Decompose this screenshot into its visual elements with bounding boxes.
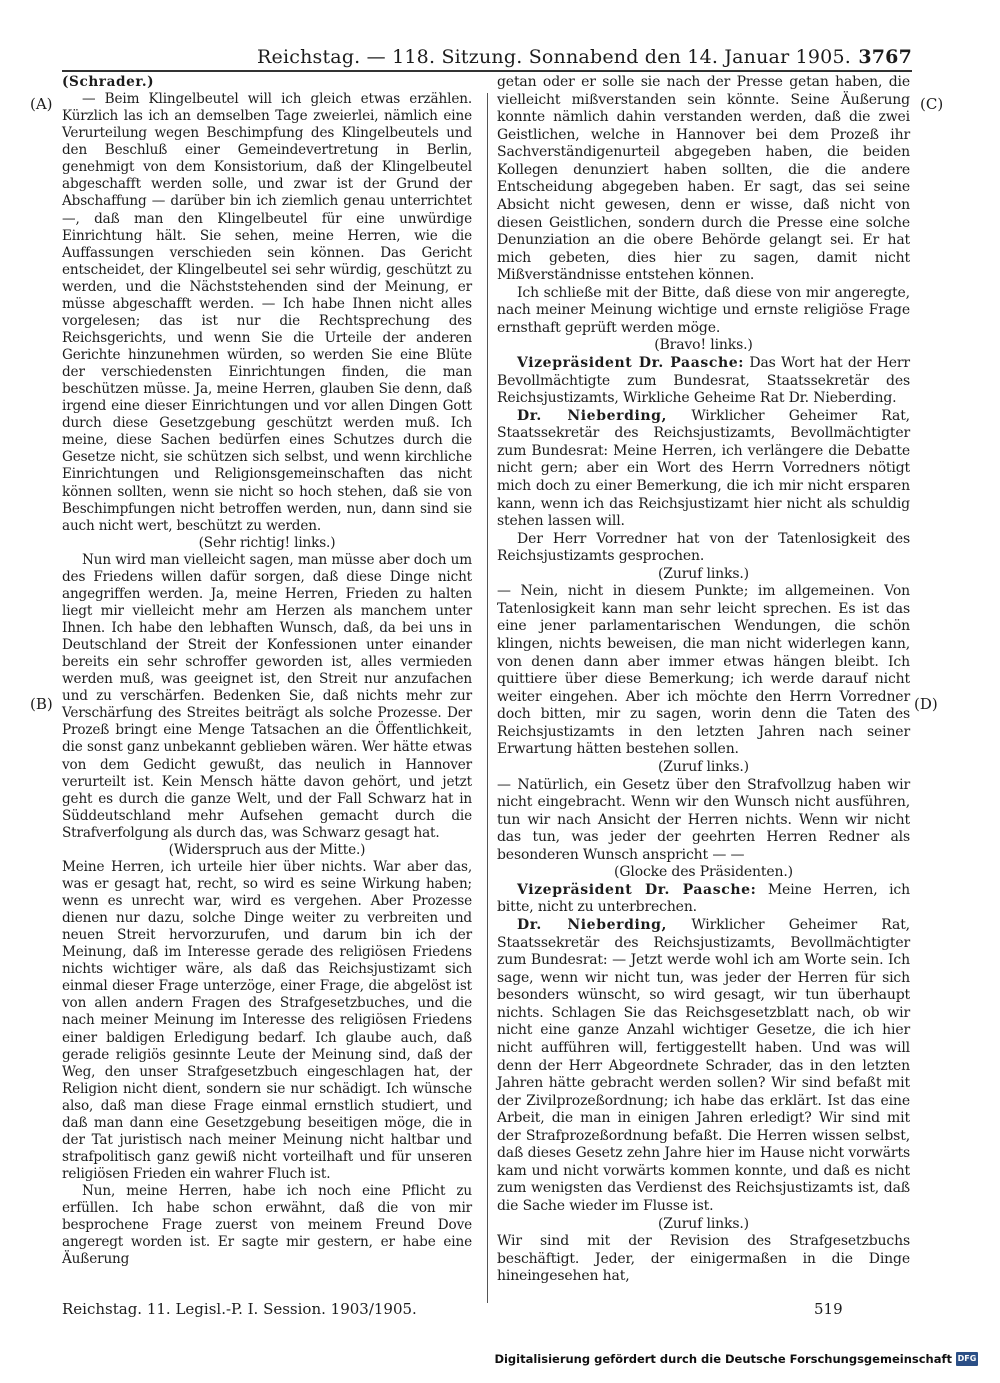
speaker-name: (Schrader.): [62, 74, 155, 90]
column-divider: [487, 93, 488, 1303]
header-title: Reichstag. — 118. Sitzung. Sonnabend den 14. Januar 1905.: [257, 46, 851, 68]
page-number: 3767: [858, 46, 912, 68]
speech-paragraph: [497, 355, 910, 408]
interjection: (Zuruf links.): [658, 565, 749, 582]
funding-text: Digitalisierung gefördert durch die Deutsche Forschungsgemeinschaft: [494, 1352, 952, 1366]
interjection: (Widerspruch aus der Mitte.): [168, 841, 366, 858]
speaker-name: Dr. Nieberding,: [517, 917, 668, 933]
interjection: (Zuruf links.): [658, 1215, 749, 1232]
dfg-logo-icon: DFG: [956, 1352, 978, 1366]
paragraph-text: Wirklicher Geheimer Rat, Staatssekretär des Reichsjustizamts, Bevollmächtigter zum Bundesrat: Meine Herren, ich verlängere die Debatte nicht gern; aber ein Wort des Herrn Vorredners nötigt mich doch zu einer Bemerkung, die ich mir nicht ersparen kann, wenn ich das Reichsjustizamt hier nicht als schuldig stehen lassen will.: [497, 407, 910, 530]
right-column: [497, 74, 910, 1286]
interjection: (Zuruf links.): [658, 758, 749, 775]
margin-mark-a: (A): [30, 95, 53, 113]
paragraph: getan oder er solle sie nach der Presse getan haben, die vielleicht mißverstanden sein könnte. Seine Äußerung konnte nämlich dahin verstanden werden, daß die zwei Geistlichen, welche in Hannover bei dem Prozeß ihr Sachverständigenurteil abgegeben haben, die beiden Kollegen denunziert haben sollten, die die andere Entscheidung abgegeben haben. Er sagt, das sei seine Absicht nicht gewesen, denn er wisse, daß nicht von diesen Geistlichen, sondern durch die Presse eine solche Denunziation an die obere Behörde gelangt sei. Er hat mich gebeten, dies hier zu sagen, damit nicht Mißverständnisse entstehen können.: [497, 74, 910, 284]
legislature-info: Reichstag. 11. Legisl.-P. I. Session. 1903/1905.: [62, 1300, 417, 1318]
left-column: [62, 74, 472, 1268]
paragraph-text: Wirklicher Geheimer Rat, Staatssekretär des Reichsjustizamts, Bevollmächtigter zum Bundesrat: — Jetzt werde wohl ich am Worte sein. Ich sage, wenn wir nicht tun, was jeder der Herren für sich besonders wünscht, so wird gesagt, wir tun überhaupt nichts. Schlagen Sie das Reichsgesetzblatt nach, ob wir nicht eine ganze Anzahl wichtiger Gesetze, die ich hier nicht aufführen will, fertiggestellt haben. Und was will denn der Herr Abgeordnete Schrader, das in den letzten Jahren hätte gebracht werden sollen? Wir sind befaßt mit der Zivilprozeßordnung; ich habe das erklärt. Ist das eine Arbeit, die man in einigen Jahren erledigt? Wir sind mit der Strafprozeßordnung befaßt. Die Herren wissen selbst, daß dieses Gesetz zehn Jahre hier im Hause nicht vorwärts kam und nicht vorwärts kommen konnte, und daß es nicht zum wenigsten das Verdienst des Reichsjustizamts ist, daß die Sache wieder im Flusse ist.: [497, 917, 910, 1214]
paragraph: — Natürlich, ein Gesetz über den Strafvollzug haben wir nicht eingebracht. Wenn wir den Wunsch nicht ausführen, tun wir nach Ansicht der Herren nichts. Wenn wir nicht das tun, was jeder der geehrten Herren Redner als besonderen Wunsch anspricht — —: [497, 776, 910, 863]
speaker-label: [62, 74, 472, 91]
paragraph: Ich schließe mit der Bitte, daß diese von mir angeregte, nach meiner Meinung wichtige und ernste religiöse Frage ernsthaft geprüft werden möge.: [497, 284, 910, 336]
paragraph-text: Das Wort hat der Herr Bevollmächtigte zum Bundesrat, Staatssekretär des Reichsjustizamts, Wirkliche Geheime Rat Dr. Nieberding.: [497, 355, 910, 407]
interjection: (Sehr richtig! links.): [198, 534, 336, 551]
funding-note: [494, 1352, 978, 1366]
speaker-name: Vizepräsident Dr. Paasche:: [517, 355, 745, 371]
paragraph: Nun wird man vielleicht sagen, man müsse aber doch um des Friedens willen dafür sorgen, daß diese Dinge nicht angegriffen werden. Ja, meine Herren, Frieden zu halten liegt mir vielleicht mehr am Herzen als manchem unter Ihnen. Ich habe den lebhaften Wunsch, daß, da bei uns in Deutschland der Streit der Konfessionen unter einander bereits ein sehr schroffer geworden ist, alles vermieden werden muß, was geeignet ist, den Streit nur anzufachen und zu verschärfen. Bedenken Sie, daß nichts mehr zur Verschärfung des Streites beiträgt als solche Prozesse. Der Prozeß bringt eine Menge Tatsachen an die Öffentlichkeit, die sonst ganz unbekannt geblieben wären. Wer hätte etwas von dem Gedicht gewußt, das neulich in Hannover verurteilt ist. Kein Mensch hätte davon gehört, und jetzt geht es durch die ganze Welt, und der Fall Schwarz hat in Süddeutschland mehr Aufsehen gemacht durch die Strafverfolgung als durch das, was Schwarz gesagt hat.: [62, 551, 472, 841]
speech-paragraph: [497, 882, 910, 917]
margin-mark-c: (C): [920, 95, 944, 113]
interjection: (Bravo! links.): [654, 337, 753, 354]
margin-mark-d: (D): [914, 695, 938, 713]
paragraph: Wir sind mit der Revision des Strafgesetzbuchs beschäftigt. Jeder, der einigermaßen in die Dinge hineingesehen hat,: [497, 1233, 910, 1285]
paragraph: — Nein, nicht in diesem Punkte; im allgemeinen. Von Tatenlosigkeit kann man sehr leicht sprechen. Es ist das eine jener parlamentarischen Wendungen, die schön klingen, nichts beweisen, die man nicht widerlegen kann, von denen dann aber immer etwas hängen bleibt. Ich quittiere über diese Bemerkung; ich werde darauf nicht weiter eingehen. Aber ich möchte den Herrn Vorredner doch bitten, mir zu sagen, worin denn die Taten des Reichsjustizamts in den letzten Jahren nach seiner Erwartung hätten bestehen sollen.: [497, 583, 910, 758]
paragraph-text: Meine Herren, ich bitte, nicht zu unterbrechen.: [497, 881, 910, 916]
interjection: (Glocke des Präsidenten.): [614, 864, 793, 881]
header-rule: [62, 70, 912, 72]
paragraph: Der Herr Vorredner hat von der Tatenlosigkeit des Reichsjustizamts gesprochen.: [497, 530, 910, 565]
sheet-signature: 519: [814, 1300, 843, 1318]
paragraph: Nun, meine Herren, habe ich noch eine Pflicht zu erfüllen. Ich habe schon erwähnt, daß die von mir besprochene Frage zuerst von meinem Freund Dove angeregt worden ist. Er sagte mir gestern, er habe eine Äußerung: [62, 1183, 472, 1268]
speech-paragraph: [497, 917, 910, 1216]
speaker-name: Dr. Nieberding,: [517, 407, 668, 424]
paragraph: Meine Herren, ich urteile hier über nichts. War aber das, was er gesagt hat, recht, so wird es seine Wirkung haben; wenn es unrecht war, wird es vergehen. Aber Prozesse dienen nur dazu, solche Dinge weiter zu verbreiten und neuen Streit hervorzurufen, und darum bin ich der Meinung, daß im Interesse gerade des religiösen Friedens nichts wichtiger wäre, als daß das Reichsjustizamt sich einmal dieser Frage unterzöge, einer Frage, die abgelöst ist von allen andern Fragen des Strafgesetzbuches, und die nach meiner Meinung im Interesse des religiösen Friedens einer baldigen Erledigung bedarf. Ich glaube auch, daß gerade religiös gesinnte Leute der Meinung sind, daß der Weg, den unser Strafgesetzbuch eingeschlagen hat, der Religion nicht dient, sondern sie nur schädigt. Ich wünsche also, daß man diese Frage einmal ernstlich studiert, und daß man dann eine Gesetzgebung beseitigen möge, die in der Tat juristisch nach meiner Meinung nicht haltbar und strafpolitisch ganz gewiß nicht vorteilhaft und für unseren religiösen Frieden ein wahrer Fluch ist.: [62, 858, 472, 1182]
page-header: [62, 42, 912, 72]
speech-paragraph: [497, 408, 910, 531]
page-footer: [62, 1300, 912, 1322]
margin-mark-b: (B): [30, 695, 53, 713]
paragraph: — Beim Klingelbeutel will ich gleich etwas erzählen. Kürzlich las ich an demselben Tage zweierlei, nämlich eine Verurteilung wegen Beschimpfung des Klingelbeutels und den Beschluß einer Gemeindevertretung in Berlin, genehmigt von dem Konsistorium, daß der Klingelbeutel abgeschafft werden solle, und zwar ist der Grund der Abschaffung — darüber bin ich ziemlich genau unterrichtet —, daß man den Klingelbeutel für eine unwürdige Einrichtung hält. Sie sehen, meine Herren, wie die Auffassungen verschieden sein können. Das Gericht entscheidet, der Klingelbeutel sei sehr würdig, geschützt zu werden, und die Nächststehenden sind der Meinung, er müsse abgeschafft werden. — Ich habe Ihnen nicht alles vorgelesen; das ist nur die Rechtsprechung des Reichsgerichts, und wenn Sie die Urteile der anderen Gerichte hinzunehmen würden, so werden Sie eine Blüte der verschiedensten Einrichtungen finden, die man beschützen müsse. Ja, meine Herren, glauben Sie denn, daß irgend eine dieser Einrichtungen und vor allen Dingen Gott durch diese Gesetzgebung geschützt werden muß. Ich meine, diese Sachen bedürfen eines Schutzes durch die Gesetze nicht, sie schützen sich selbst, und wenn kirchliche Einrichtungen und Religionsgemeinschaften das nicht können sollten, wenn sie nicht so hoch stehen, daß sie von Beschimpfungen nicht betroffen werden, nun, dann sind sie auch nicht wert, beschützt zu werden.: [62, 91, 472, 534]
speaker-name: Vizepräsident Dr. Paasche:: [517, 881, 757, 898]
